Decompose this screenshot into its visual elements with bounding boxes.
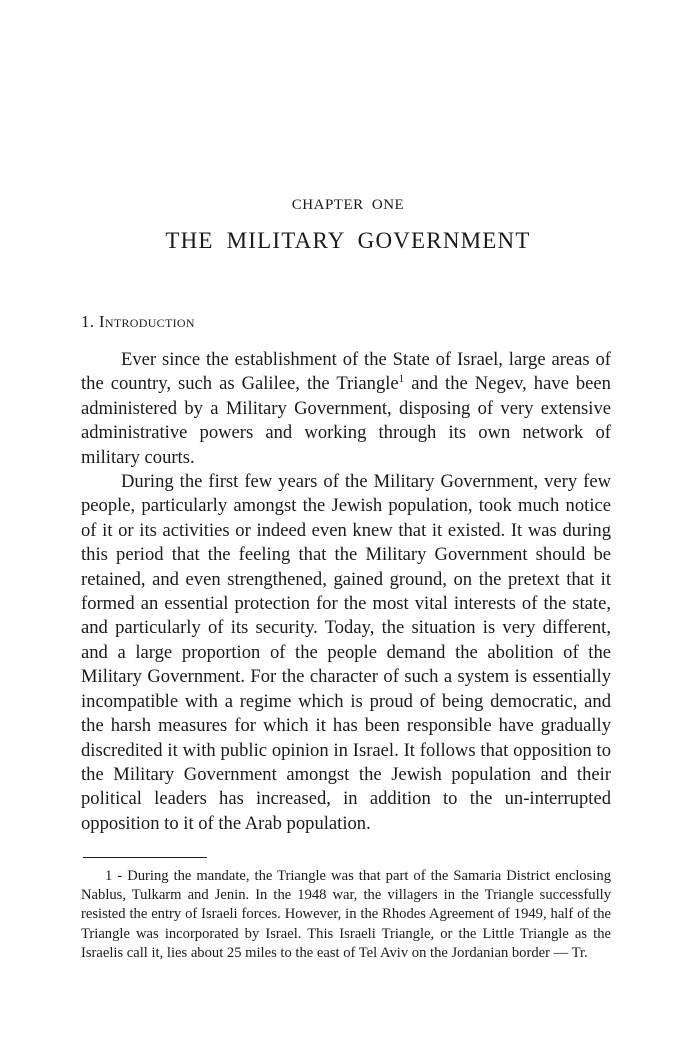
paragraph-2: During the first few years of the Military Government, very few people, particularly amongst the Jewish population, took much notice of it or its activities or indeed even knew that it existed. It was during this period that the feeling that the Military Government should be retained, and even strengthened, gained ground, on the pretext that it formed an essential protection for the most vital interests of the state, and particularly of its security. Today, the situation is very different, and a large proportion of the people demand the abolition of the Military Government. For the character of such a system is essentially incompatible with a regime which is proud of being democratic, and the harsh measures for which it has been responsible have gradually discredited it with public opinion in Israel. It follows that opposition to the Military Government amongst the Jewish population and their political leaders has increased, in addition to the un-interrupted opposition to it of the Arab population. <box>81 471 611 834</box>
chapter-title: THE MILITARY GOVERNMENT <box>165 228 531 253</box>
footnote-divider <box>83 857 207 858</box>
section-heading: 1. Introduction <box>81 312 195 331</box>
paragraph-1-text-a: Ever since the establishment of the State of Israel, large areas of the country, such as Galilee, the Triangle <box>81 349 611 395</box>
footnote-text: 1 - During the mandate, the Triangle was that part of the Samaria District enclosing Nablus, Tulkarm and Jenin. In the 1948 war, the villagers in the Triangle successfully resisted the entry of Israeli forces. However, in the Rhodes Agreement of 1949, half of the Triangle was incorporated by Israel. This Israeli Triangle, or the Little Triangle as the Israelis call it, lies about 25 miles to the east of Tel Aviv on the Jordanian border — Tr. <box>81 868 611 961</box>
chapter-label: CHAPTER ONE <box>291 197 405 213</box>
paragraph-1-text-b: and the Negev, have been administered by a Military Government, disposing of very extensive administrative powers and working through its own network of military courts. <box>81 373 611 468</box>
footnote <box>81 867 611 963</box>
body-text <box>81 348 611 836</box>
paragraph-1 <box>81 348 611 470</box>
footnote-reference: 1 <box>398 373 405 386</box>
